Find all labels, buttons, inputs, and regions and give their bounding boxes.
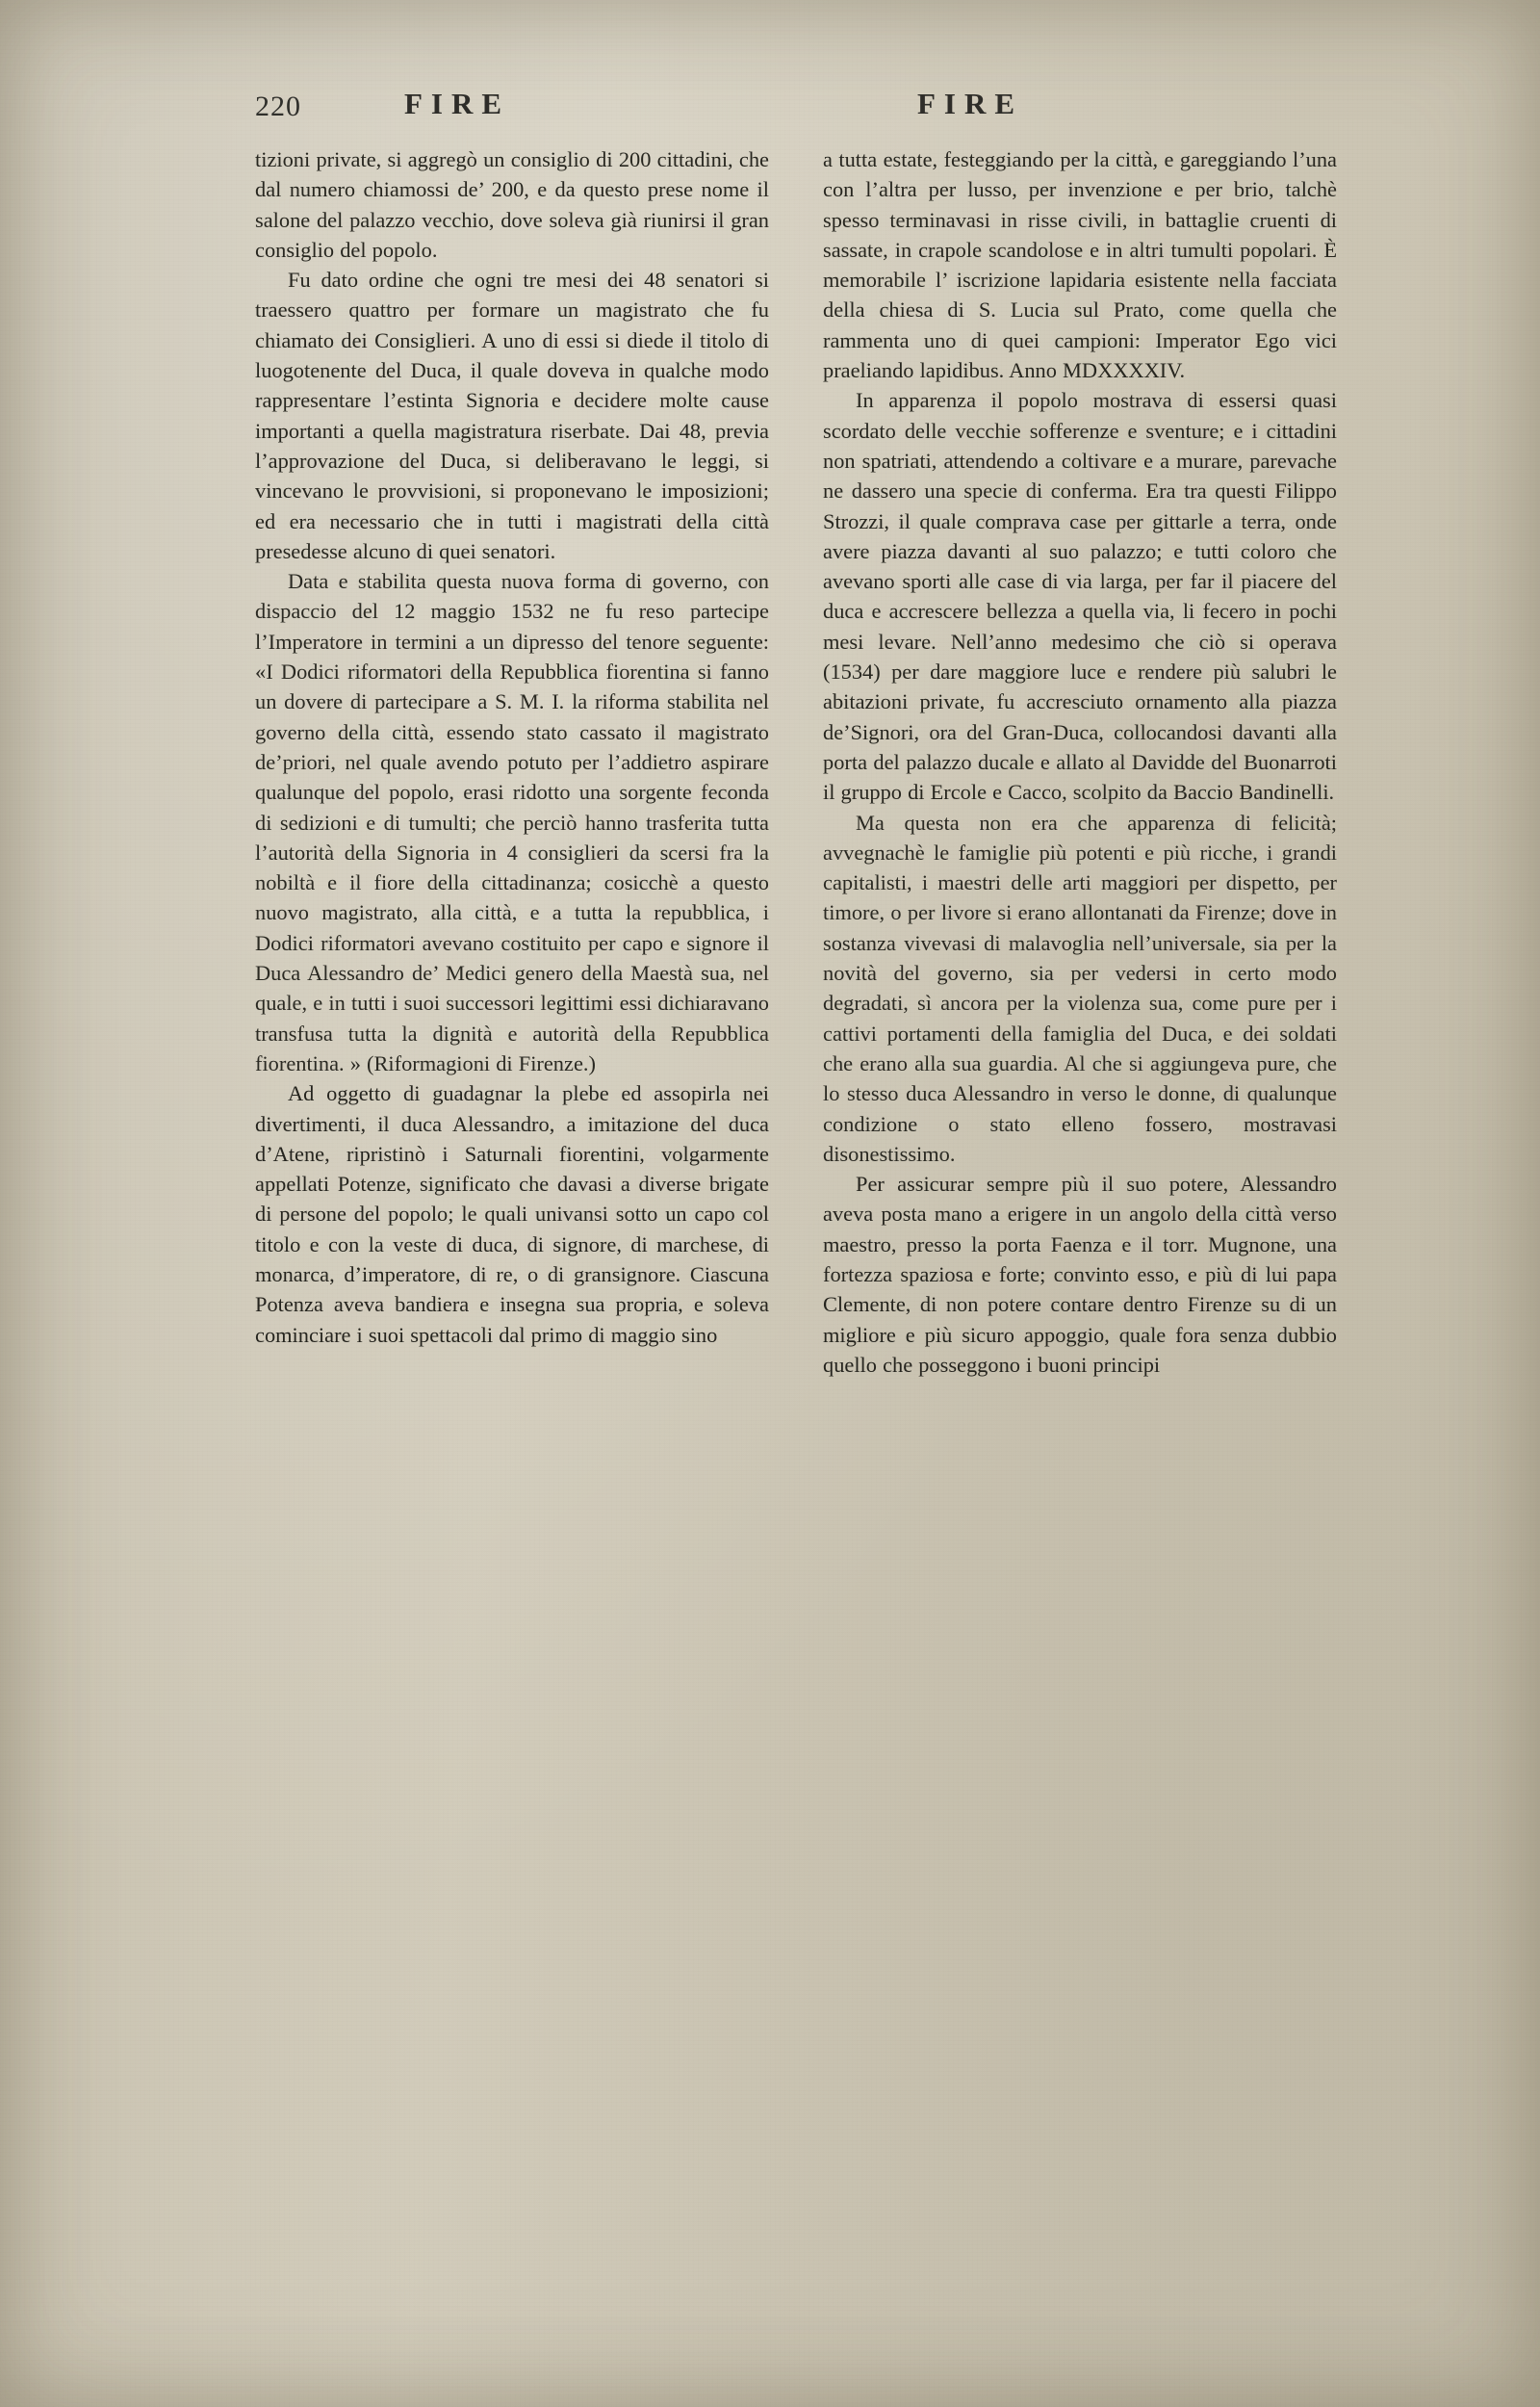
paragraph: Per assicurar sempre più il suo potere, Alessandro aveva posta mano a erigere in un angolo della città verso maestro, presso la porta Faenza e il torr. Mugnone, una fortezza spaziosa e forte; convinto esso, e più di lui papa Clemente, di non potere contare dentro Firenze su di un migliore e più sicuro appoggio, quale fora senza dubbio quello che posseggono i buoni principi	[823, 1172, 1337, 1377]
paragraph: Fu dato ordine che ogni tre mesi dei 48 senatori si traessero quattro per formare un magistrato che fu chiamato dei Consiglieri. A uno di essi si diede il titolo di luogotenente del Duca, il quale doveva in qualche modo rappresentare l’estinta Signoria e decidere molte cause importanti a quella magistratura riserbate. Dai 48, previa l’approvazione del Duca, si deliberavano le leggi, si vincevano le provvisioni, si proponevano le imposizioni; ed era necessario che in tutti i magistrati della città presedesse alcuno di quei senatori.	[255, 268, 769, 563]
page-content	[255, 85, 1338, 2309]
page-number: 220	[255, 91, 301, 122]
paragraph: Ad oggetto di guadagnar la plebe ed assopirla nei divertimenti, il duca Alessandro, a imitazione del duca d’Atene, ripristinò i Saturnali fiorentini, volgarmente appellati Potenze, significato che davasi a diverse brigate di persone del popolo; le quali univansi sotto un capo col titolo e con la veste di duca, di signore, di marchese, di monarca, d’imperatore, di re, o di gransignore. Ciascuna Potenza aveva bandiera e insegna sua propria, e soleva cominciare i suoi spettacoli dal primo di maggio sino	[255, 1081, 769, 1347]
running-head-left: FIRE	[404, 87, 511, 120]
page-header	[255, 85, 1338, 139]
column-right	[823, 144, 1337, 1380]
text-columns	[255, 144, 1338, 1380]
paragraph: Ma questa non era che apparenza di felicità; avvegnachè le famiglie più potenti e più ricche, i grandi capitalisti, i maestri delle arti maggiori per dispetto, per timore, o per livore si erano allontanati da Firenze; dove in sostanza vivevasi di malavoglia nell’universale, sia per la novità del governo, sia per vedersi in certo modo degradati, sì ancora per la violenza sua, come pure per i cattivi portamenti della famiglia del Duca, e dei soldati che erano alla sua guardia. Al che si aggiungeva pure, che lo stesso duca Alessandro in verso le donne, di qualunque condizione o stato elleno fossero, mostravasi disonestissimo.	[823, 810, 1337, 1166]
paragraph: a tutta estate, festeggiando per la città, e gareggiando l’una con l’altra per lusso, per invenzione e per brio, talchè spesso terminavasi in risse civili, in battaglie cruenti di sassate, in crapole scandolose e in altri tumulti popolari. È memorabile l’ iscrizione lapidaria esistente nella facciata della chiesa di S. Lucia sul Prato, come quella che rammenta uno di quei campioni: Imperator Ego vici praeliando lapidibus. Anno MDXXXXIV.	[823, 147, 1337, 383]
running-head-right: FIRE	[917, 87, 1024, 120]
paragraph: In apparenza il popolo mostrava di essersi quasi scordato delle vecchie sofferenze e sventure; e i cittadini non spatriati, attendendo a coltivare e a murare, parevache ne dassero una specie di conferma. Era tra questi Filippo Strozzi, il quale comprava case per gittarle a terra, onde avere piazza davanti al suo palazzo; e tutti coloro che avevano sporti alle case di via larga, per far il piacere del duca e accrescere bellezza a quella via, li fecero in pochi mesi levare. Nell’anno medesimo che ciò si operava (1534) per dare maggiore luce e rendere più salubri le abitazioni private, fu accresciuto ornamento alla piazza de’Signori, ora del Gran-Duca, collocandosi davanti alla porta del palazzo ducale e allato al Davidde del Buonarroti il gruppo di Ercole e Cacco, scolpito da Baccio Bandinelli.	[823, 388, 1337, 805]
column-left	[255, 144, 769, 1380]
paragraph: Data e stabilita questa nuova forma di governo, con dispaccio del 12 maggio 1532 ne fu reso partecipe l’Imperatore in termini a un dipresso del tenore seguente: «I Dodici riformatori della Repubblica fiorentina si fanno un dovere di partecipare a S. M. I. la riforma stabilita nel governo della città, essendo stato cassato il magistrato de’priori, nel quale avendo potuto per l’addietro aspirare qualunque del popolo, erasi ridotto una sorgente feconda di sedizioni e di tumulti; che perciò hanno trasferita tutta l’autorità della Signoria in 4 consiglieri da scersi fra la nobiltà e il fiore della cittadinanza; cosicchè a questo nuovo magistrato, alla città, e a tutta la repubblica, i Dodici riformatori avevano costituito per capo e signore il Duca Alessandro de’ Medici genero della Maestà sua, nel quale, e in tutti i suoi successori legittimi essi dichiaravano transfusa tutta la dignità e autorità della Repubblica fiorentina. » (Riformagioni di Firenze.)	[255, 569, 769, 1075]
paragraph: tizioni private, si aggregò un consiglio di 200 cittadini, che dal numero chiamossi de’ 200, e da questo prese nome il salone del palazzo vecchio, dove soleva già riunirsi il gran consiglio del popolo.	[255, 147, 769, 262]
